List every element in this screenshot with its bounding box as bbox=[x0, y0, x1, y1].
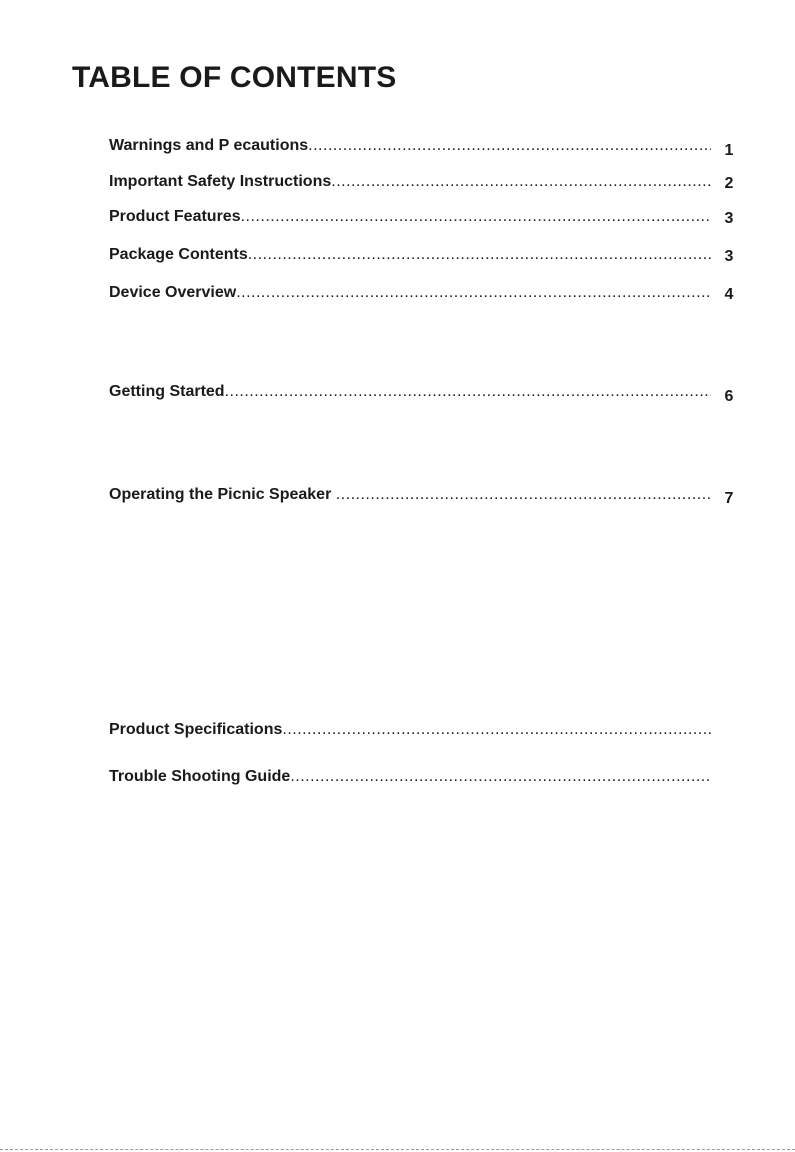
toc-page-number: 7 bbox=[724, 490, 734, 507]
toc-entry-warnings-and-precautions[interactable]: Warnings and P ecautions ..... bbox=[109, 135, 711, 157]
toc-entry-important-safety-instructions[interactable]: Important Safety Instructions ..... bbox=[109, 171, 711, 193]
toc-entry-device-overview[interactable]: Device Overview ..... bbox=[109, 282, 711, 304]
toc-page-number: 3 bbox=[724, 248, 734, 265]
toc-page-number: 2 bbox=[724, 175, 734, 192]
toc-page-number: 4 bbox=[724, 286, 734, 303]
page-bottom-divider bbox=[0, 1149, 795, 1150]
toc-entry-package-contents[interactable]: Package Contents ..... bbox=[109, 244, 711, 266]
toc-entry-product-specifications[interactable]: Product Specifications ..... bbox=[109, 719, 711, 741]
toc-entry-operating-the-picnic-speaker[interactable]: Operating the Picnic Speaker ..... bbox=[109, 484, 711, 506]
toc-page-number: 6 bbox=[724, 388, 734, 405]
page-title: TABLE OF CONTENTS bbox=[72, 61, 397, 94]
toc-entry-product-features[interactable]: Product Features ..... bbox=[109, 206, 711, 228]
toc-entry-trouble-shooting-guide[interactable]: Trouble Shooting Guide ..... bbox=[109, 766, 711, 788]
toc-entry-getting-started[interactable]: Getting Started ..... bbox=[109, 381, 711, 403]
toc-page-number: 3 bbox=[724, 210, 734, 227]
toc-page-number: 1 bbox=[724, 142, 734, 159]
